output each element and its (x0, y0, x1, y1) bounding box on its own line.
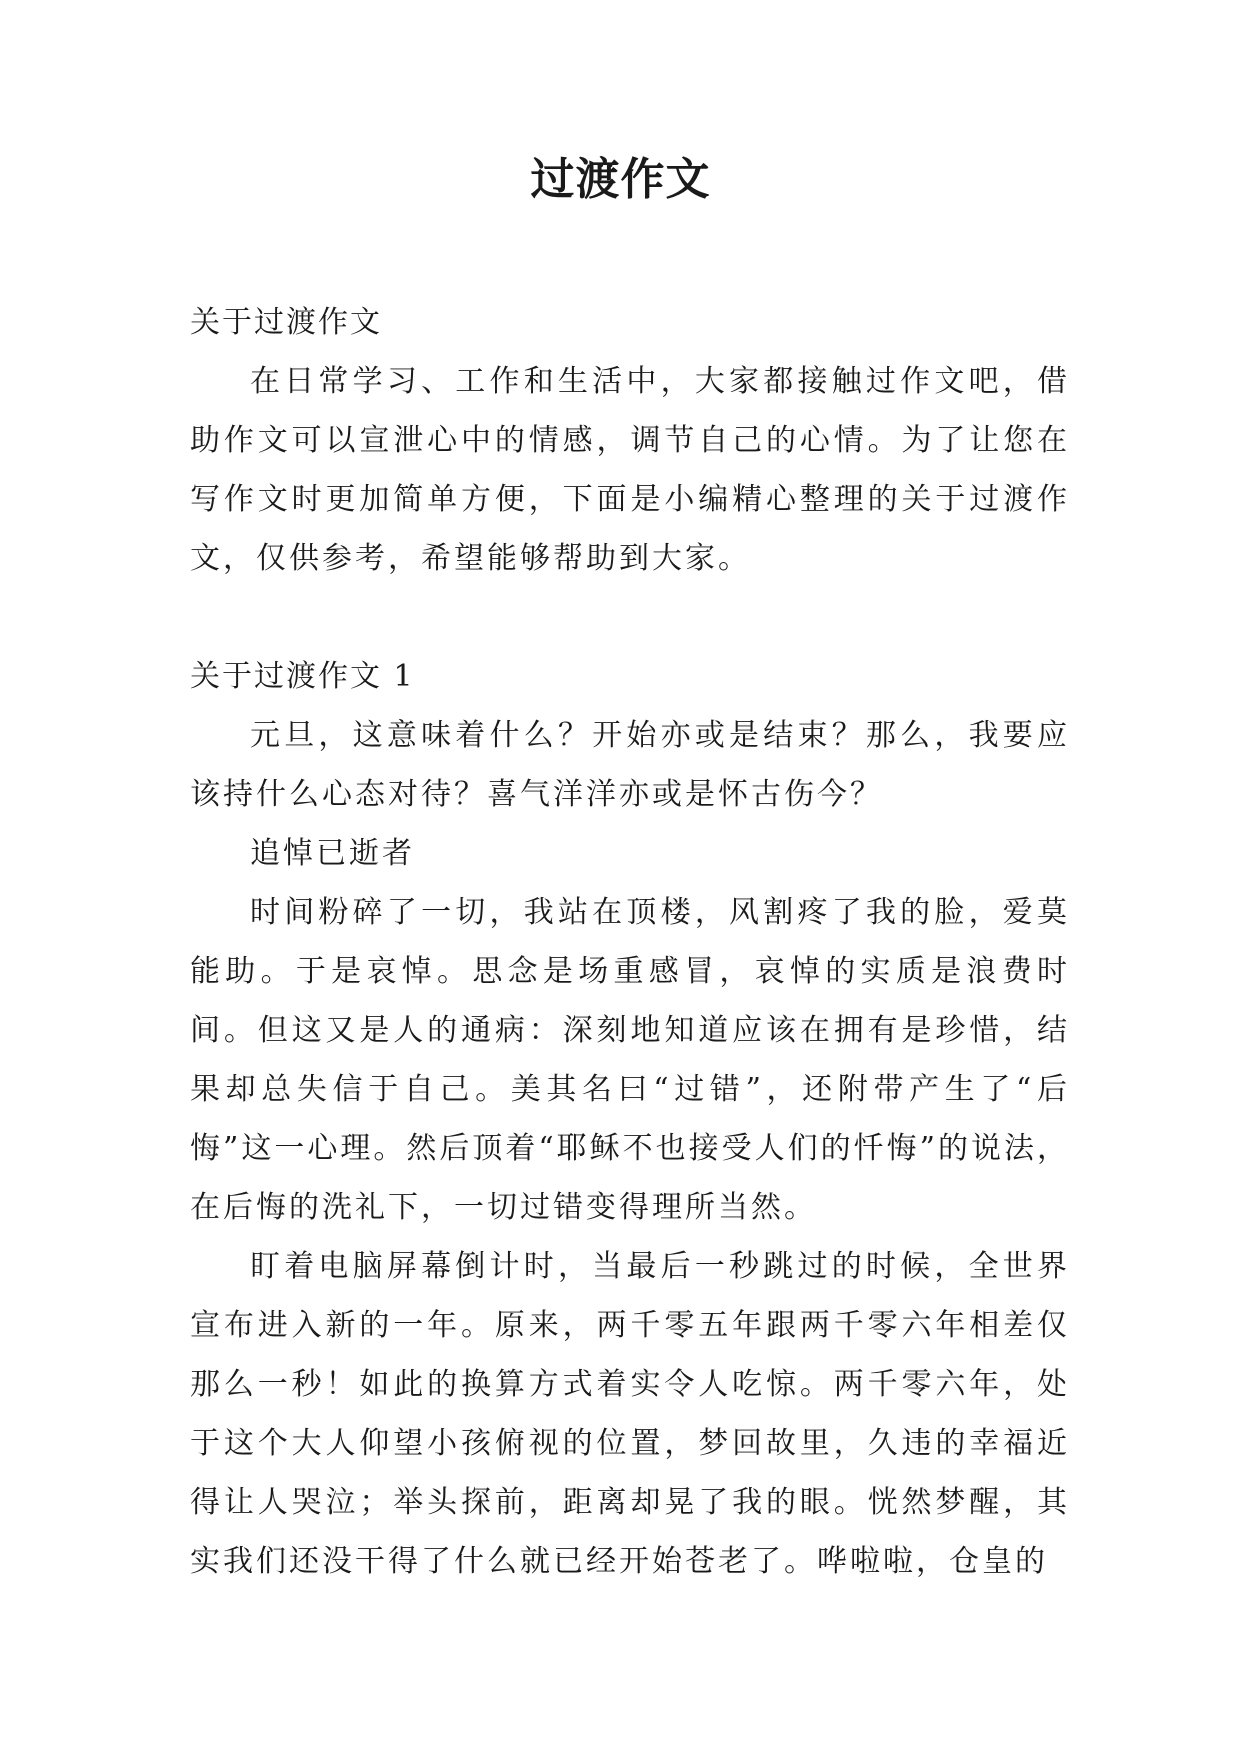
intro-heading: 关于过渡作文 (190, 305, 382, 340)
body-paragraph: 时间粉碎了一切，我站在顶楼，风割疼了我的脸，爱莫能助。于是哀悼。思念是场重感冒，哀悼的实质是浪费时间。但这又是人的通病：深刻地知道应该在拥有是珍惜，结果却总失信于自己。美其名曰“过错”，还附带产生了“后悔”这一心理。然后顶着“耶稣不也接受人们的忏悔”的说法，在后悔的洗礼下，一切过错变得理所当然。 (190, 895, 1071, 1225)
document-body (190, 293, 1070, 1591)
section-heading: 关于过渡作文 1 (190, 659, 415, 694)
body-paragraph: 追悼已逝者 (250, 836, 415, 871)
body-paragraph: 盯着电脑屏幕倒计时，当最后一秒跳过的时候，全世界宣布进入新的一年。原来，两千零五年跟两千零六年相差仅那么一秒！如此的换算方式着实令人吃惊。两千零六年，处于这个大人仰望小孩俯视的位置，梦回故里，久违的幸福近得让人哭泣；举头探前，距离却晃了我的眼。恍然梦醒，其实我们还没干得了什么就已经开始苍老了。哗啦啦，仓皇的 (190, 1249, 1070, 1579)
document-title: 过渡作文 (530, 154, 711, 205)
body-paragraph: 元旦，这意味着什么？开始亦或是结束？那么，我要应该持什么心态对待？喜气洋洋亦或是怀古伤今？ (190, 718, 1070, 812)
section-spacer (190, 588, 1070, 647)
intro-paragraph: 在日常学习、工作和生活中，大家都接触过作文吧，借助作文可以宣泄心中的情感，调节自己的心情。为了让您在写作文时更加简单方便，下面是小编精心整理的关于过渡作文，仅供参考，希望能够帮助到大家。 (190, 364, 1070, 576)
